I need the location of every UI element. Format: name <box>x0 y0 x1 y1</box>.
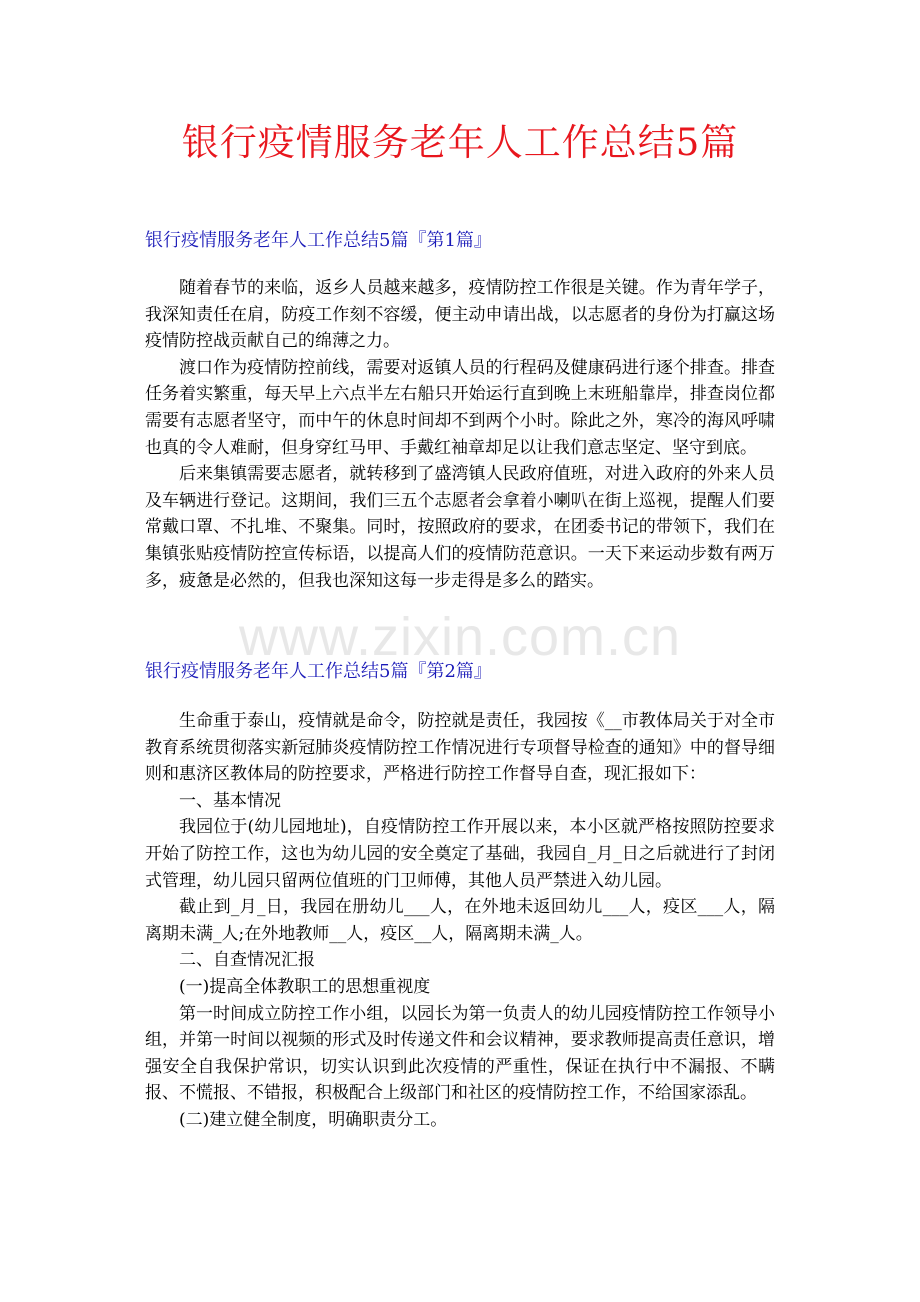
paragraph: 截止到_月_日，我园在册幼儿___人，在外地未返回幼儿___人，疫区___人，隔离期未满_人;在外地教师__人，疫区__人，隔离期未满_人。 <box>145 897 775 944</box>
section-heading: 银行疫情服务老年人工作总结5篇『第1篇』 <box>145 230 492 251</box>
paragraph: 渡口作为疫情防控前线，需要对返镇人员的行程码及健康码进行逐个排查。排查任务着实繁重，每天早上六点半左右船只开始运行直到晚上末班船靠岸，排查岗位都需要有志愿者坚守，而中午的休息时间却不到两个小时。除此之外，寒冷的海风呼啸也真的令人难耐，但身穿红马甲、手戴红袖章却足以让我们意志坚定、坚守到底。 <box>145 357 775 458</box>
paragraph: 后来集镇需要志愿者，就转移到了盛湾镇人民政府值班，对进入政府的外来人员及车辆进行登记。这期间，我们三五个志愿者会拿着小喇叭在街上巡视，提醒人们要常戴口罩、不扎堆、不聚集。同时，按照政府的要求，在团委书记的带领下，我们在集镇张贴疫情防控宣传标语，以提高人们的疫情防范意识。一天下来运动步数有两万多，疲惫是必然的，但我也深知这每一步走得是多么的踏实。 <box>145 464 775 591</box>
paragraph: 我园位于(幼儿园地址)，自疫情防控工作开展以来，本小区就严格按照防控要求开始了防控工作，这也为幼儿园的安全奠定了基础，我园自_月_日之后就进行了封闭式管理，幼儿园只留两位值班的门卫师傅，其他人员严禁进入幼儿园。 <box>145 817 775 891</box>
paragraph: 随着春节的来临，返乡人员越来越多，疫情防控工作很是关键。作为青年学子，我深知责任在肩，防疫工作刻不容缓，便主动申请出战，以志愿者的身份为打赢这场疫情防控战贡献自己的绵薄之力。 <box>145 278 775 352</box>
section-heading: 银行疫情服务老年人工作总结5篇『第2篇』 <box>145 661 492 682</box>
section-2 <box>145 659 775 1130</box>
section-body <box>145 249 775 594</box>
page-title: 银行疫情服务老年人工作总结5篇 <box>181 121 739 164</box>
paragraph: 一、基本情况 <box>179 790 281 811</box>
section-body <box>145 708 775 1134</box>
paragraph: (一)提高全体教职工的思想重视度 <box>179 976 431 997</box>
watermark: www.zixin.com.cn <box>238 607 682 667</box>
paragraph: 第一时间成立防控工作小组，以园长为第一负责人的幼儿园疫情防控工作领导小组，并第一时间以视频的形式及时传递文件和会议精神，要求教师提高责任意识，增强安全自我保护常识，切实认识到此次疫情的严重性，保证在执行中不漏报、不瞒报、不慌报、不错报，积极配合上级部门和社区的疫情防控工作，不给国家添乱。 <box>145 1003 775 1104</box>
paragraph: 二、自查情况汇报 <box>179 950 315 971</box>
paragraph: (二)建立健全制度，明确职责分工。 <box>179 1109 448 1130</box>
section-1 <box>145 228 775 591</box>
paragraph: 生命重于泰山，疫情就是命令，防控就是责任，我园按《__市教体局关于对全市教育系统贯彻落实新冠肺炎疫情防控工作情况进行专项督导检查的通知》中的督导细则和惠济区教体局的防控要求，严格进行防控工作督导自查，现汇报如下： <box>145 711 775 785</box>
